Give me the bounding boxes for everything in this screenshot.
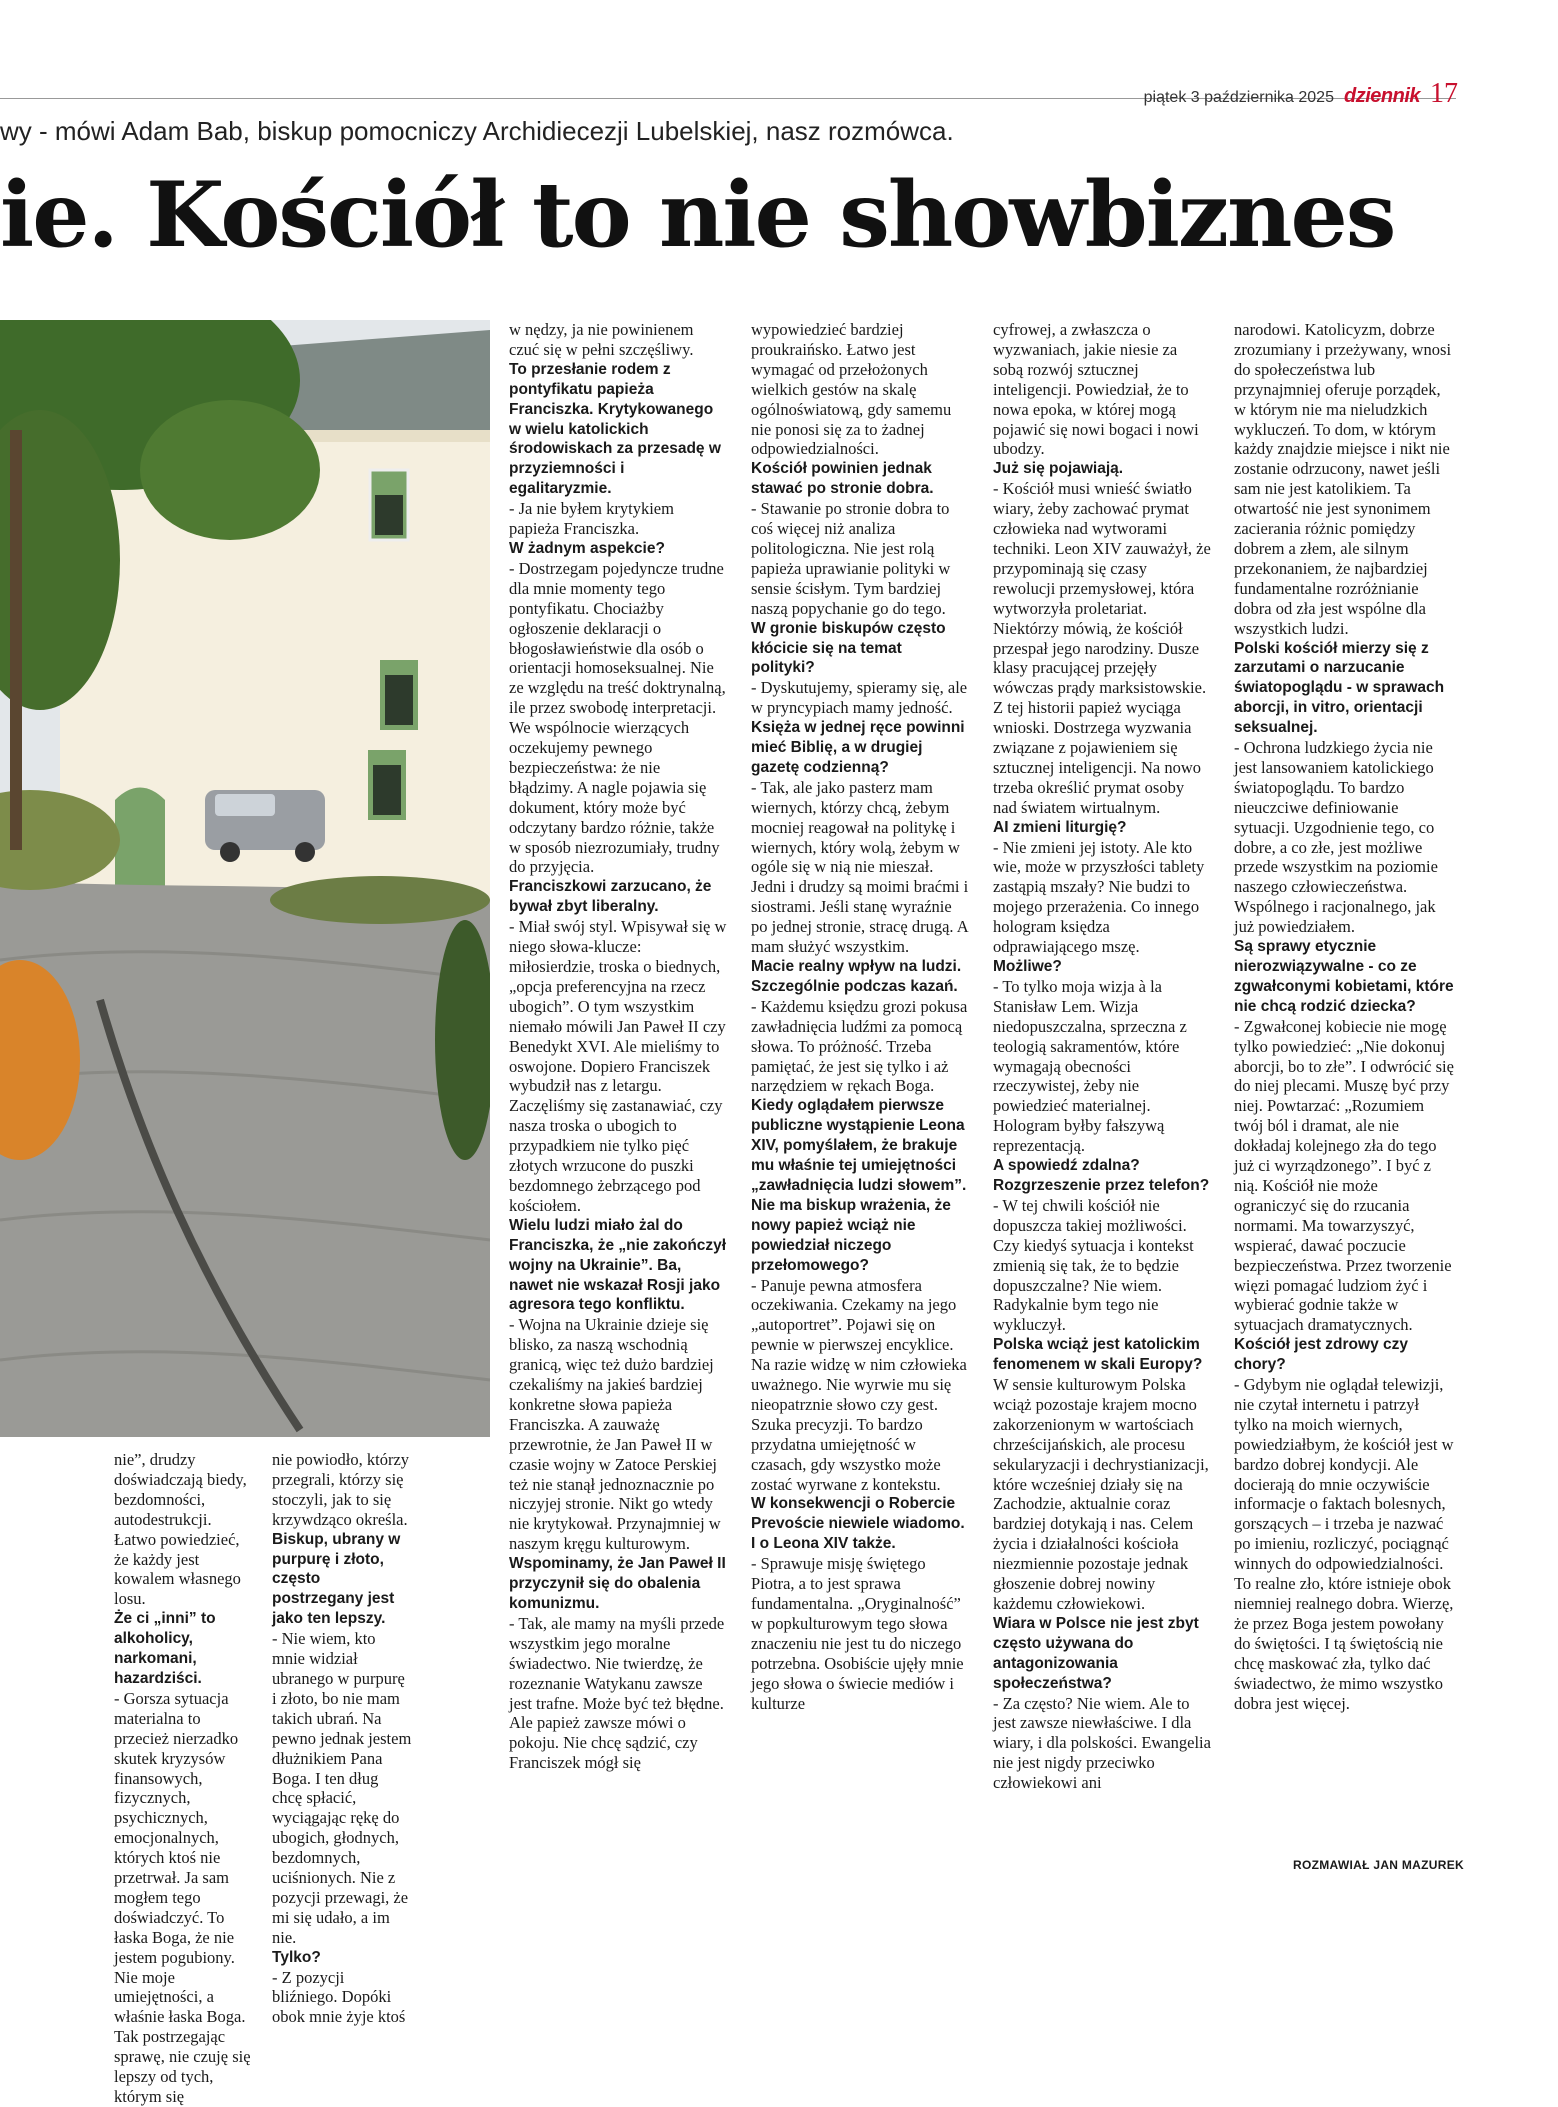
article-paragraph: cyfrowej, a zwłaszcza o wyzwaniach, jakie niesie za sobą rozwój sztucznej inteligencji. Powiedział, że to nowa epoka, w której mogą pojawić się nowi bogaci i nowi ubodzy. <box>993 320 1199 459</box>
interview-question: Są sprawy etycznie nierozwiązywalne - co ze zgwałconymi kobietami, które nie chcą rodzić dziecka? <box>1234 938 1454 1015</box>
interview-question: Księża w jednej ręce powinni mieć Biblię, a w drugiej gazetę codzienną? <box>751 719 965 776</box>
article-paragraph: nie”, drudzy doświadczają biedy, bezdomności, autodestrukcji. Łatwo powiedzieć, że każdy jest kowalem własnego losu. <box>114 1450 247 1609</box>
issue-date: piątek 3 października 2025 <box>1143 89 1334 106</box>
article-paragraph: - Z pozycji bliźniego. Dopóki obok mnie żyje ktoś <box>272 1967 406 2027</box>
article-paragraph: nie powiodło, którzy przegrali, którzy się stoczyli, jak to się krzywdząco określa. <box>272 1450 410 1529</box>
article-paragraph: w nędzy, ja nie powinienem czuć się w pełni szczęśliwy. <box>509 320 694 359</box>
interview-question: Możliwe? <box>993 958 1062 975</box>
interview-question: Że ci „inni” to alkoholicy, narkomani, hazardziści. <box>114 1610 216 1687</box>
article-paragraph: W sensie kulturowym Polska wciąż pozostaje krajem mocno zakorzenionym w wartościach chrześcijańskich, ale procesu sekularyzacji i dechrystianizacji, które wcześniej działy się na Zachodzie, aktualnie coraz bardziej dotykają i nas. Celem życia i działalności kościoła niezmiennie pozostaje jednak głoszenie dobrej nowiny każdemu człowiekowi. <box>993 1375 1209 1613</box>
interview-question: Polski kościół mierzy się z zarzutami o narzucanie światopoglądu - w sprawach aborcji, in vitro, orientacji seksualnej. <box>1234 639 1445 737</box>
article-paragraph: - Gdybym nie oglądał telewizji, nie czytał internetu i patrzył tylko na moich wiernych, powiedziałbym, że kościół jest w bardzo dobrej kondycji. Ale docierają do mnie oczywiście informacje o faktach bolesnych, gorszących – i trzeba je nazwać po imieniu, rozliczyć, pociągnąć winnych do odpowiedzialności. To realne zło, które istnieje obok niemniej realnego dobra. Wierzę, że przez Boga jestem powołany do świętości. I tą świętością nie chcę maskować zła, tylko dać świadectwo, że mimo wszystko dobra jest więcej. <box>1234 1375 1454 1713</box>
interview-question: Franciszkowi zarzucano, że bywał zbyt liberalny. <box>509 878 712 916</box>
page-header <box>1144 78 1458 110</box>
interview-question: Tylko? <box>272 1948 321 1966</box>
interview-question: To przesłanie rodem z pontyfikatu papieża Franciszka. Krytykowanego w wielu katolickich środowiskach za przesadę w przyziemności i egalitaryzmie. <box>509 360 721 498</box>
article-paragraph: - Kościół musi wnieść światło wiary, żeby zachować prymat człowieka nad wytworami techniki. Leon XIV zauważył, że przypominają się czasy rewolucji przemysłowej, która wytworzyła proletariat. Niektórzy mówią, że kościół przespał jego narodziny. Dusze klasy pracującej przejęły wówczas prądy marksistowskie. Z tej historii papież wyciąga wnioski. Dostrzega wyzwania związane z pojawieniem się sztucznej inteligencji. Na nowo trzeba określić prymat osoby nad światem wirtualnym. <box>993 479 1211 817</box>
article-column-2 <box>272 1450 412 2027</box>
article-column-1 <box>114 1450 256 2107</box>
interview-question: W gronie biskupów często kłócicie się na temat polityki? <box>751 619 946 677</box>
article-paragraph: - Zgwałconej kobiecie nie mogę tylko powiedzieć: „Nie dokonuj aborcji, bo to złe”. I odwrócić się do niej plecami. Muszę być przy niej. Powtarzać: „Rozumiem twój ból i dramat, ale nie dokładaj kolejnego zła do tego już ci wyrządzonego”. I być z nią. Kościół nie może ograniczyć się do rzucania normami. Ma towarzyszyć, wspierać, dawać poczucie bezpieczeństwa. Przez tworzenie więzi pomagać ludziom żyć i wybierać godnie także w sytuacjach dramatycznych. <box>1234 1016 1454 1335</box>
article-paragraph: - Miał swój styl. Wpisywał się w niego słowa-klucze: miłosierdzie, troska o biednych, „opcja preferencyjna na rzecz ubogich”. O tym wszystkim niemało mówili Jan Paweł II czy Benedykt XVI. Ale mieliśmy to oswojone. Dopiero Franciszek wybudził nas z letargu. Zaczęliśmy się zastanawiać, czy nasza troska o ubogich to przypadkiem nie tylko pięć złotych wrzucone do puszki bezdomnego żebrzącego pod kościołem. <box>509 917 727 1215</box>
interview-question: Kiedy oglądałem pierwsze publiczne wystąpienie Leona XIV, pomyślałem, że brakuje mu właśnie tej umiejętności „zawładnięcia ludzi słowem”. Nie ma biskup wrażenia, że nowy papież wciąż nie powiedział niczego przełomowego? <box>751 1097 967 1274</box>
article-paragraph: wypowiedzieć bardziej proukraińsko. Łatwo jest wymagać od przełożonych wielkich gestów na skalę ogólnoświatową, gdy samemu nie ponosi się za to żadnej odpowiedzialności. <box>751 320 952 459</box>
interview-question: Macie realny wpływ na ludzi. Szczególnie podczas kazań. <box>751 958 962 995</box>
interview-question: Wielu ludzi miało żal do Franciszka, że „nie zakończył wojny na Ukrainie”. Ba, nawet nie wskazał Rosji jako agresora tego konfliktu. <box>509 1216 727 1314</box>
newspaper-logo: dziennik <box>1343 85 1420 107</box>
article-paragraph: - Dostrzegam pojedyncze trudne dla mnie momenty tego pontyfikatu. Chociażby ogłoszenie deklaracji o błogosławieństwie dla osób o orientacji homoseksualnej. Nie ze względu na treść doktrynalną, ile przez swobodę interpretacji. We wspólnocie wierzących oczekujemy pewnego bezpieczeństwa: że nie błądzimy. A nagle pojawia się dokument, który może być odczytany bardzo różnie, także w sposób niezrozumiały, trudny do przyjęcia. <box>509 558 726 877</box>
interview-question: Kościół jest zdrowy czy chory? <box>1234 1336 1408 1374</box>
interview-question: Wiara w Polsce nie jest zbyt często używana do antagonizowania społeczeństwa? <box>993 1614 1199 1692</box>
article-paragraph: - Tak, ale mamy na myśli przede wszystkim jego moralne świadectwo. Nie twierdzę, że rozeznanie Watykanu zawsze jest trafne. Może być też błędne. Ale papież zawsze mówi o pokoju. Nie chcę sądzić, czy Franciszek mógł się <box>509 1613 725 1773</box>
author-credit: ROZMAWIAŁ JAN MAZUREK <box>1293 1858 1464 1872</box>
article-paragraph: - Każdemu księdzu grozi pokusa zawładnięcia ludźmi za pomocą słowa. To próżność. Trzeba pamiętać, że jest się tylko i aż narzędziem w rękach Boga. <box>751 996 968 1096</box>
article-column-6 <box>1234 320 1454 1713</box>
article-paragraph: - W tej chwili kościół nie dopuszcza takiej możliwości. Czy kiedyś sytuacja i kontekst zmienią się tak, że to będzie dopuszczalne? Nie wiem. Radykalnie bym tego nie wykluczył. <box>993 1195 1194 1335</box>
interview-question: Kościół powinien jednak stawać po stronie dobra. <box>751 460 934 498</box>
article-paragraph: - Ochrona ludzkiego życia nie jest lansowaniem katolickiego światopoglądu. To bardzo nieuczciwe definiowanie sytuacji. Uzgodnienie tego, co dobre, a co złe, jest możliwe przede wszystkim na poziomie naszego człowieczeństwa. Wspólnego i racjonalnego, jak już powiedziałem. <box>1234 738 1438 937</box>
article-headline: ie. Kościół to nie showbiznes <box>0 162 1395 268</box>
article-paragraph: - Nie wiem, kto mnie widział ubranego w purpurę i złoto, bo nie mam takich ubrań. Na pewno jednak jestem dłużnikiem Pana Boga. I ten dług chcę spłacić, wyciągając rękę do ubogich, głodnych, bezdomnych, uciśnionych. Nie z pozycji przewagi, że mi się udało, a im nie. <box>272 1629 412 1947</box>
page-number: 17 <box>1430 78 1458 109</box>
article-paragraph: - Sprawuje misję świętego Piotra, a to jest sprawa fundamentalna. „Oryginalność” w popkulturowym tego słowa znaczeniu nie jest tu do niczego potrzebna. Osobiście ujęły mnie jego słowa o świecie mediów i kulturze <box>751 1554 964 1713</box>
article-paragraph: - Za często? Nie wiem. Ale to jest zawsze niewłaściwe. I dla wiary, i dla polskości. Ewangelia nie jest nigdy przeciwko człowiekowi ani <box>993 1693 1211 1793</box>
interview-question: W konsekwencji o Robercie Prevoście niewiele wiadomo. I o Leona XIV także. <box>751 1495 965 1553</box>
article-column-5 <box>993 320 1211 1793</box>
interview-question: Polska wciąż jest katolickim fenomenem w skali Europy? <box>993 1336 1203 1374</box>
article-paragraph: - Panuje pewna atmosfera oczekiwania. Czekamy na jego „autoportret”. Pojawi się on pewnie w pierwszej encyklice. Na razie widzę w nim człowieka uważnego. Nie wyrwie mu się nieopatrznie słowo czy gest. Szuka precyzji. To bardzo przydatna umiejętność w czasach, gdy wszystko może zostać wyrwane z kontekstu. <box>751 1275 967 1494</box>
interview-question: W żadnym aspekcie? <box>509 539 665 557</box>
article-paragraph: - To tylko moja wizja à la Stanisław Lem. Wizja niedopuszczalna, sprzeczna z teologią sakramentów, które wymagają obecności rzeczywistej, żeby nie powiedzieć materialnej. Hologram byłby fałszywą reprezentacją. <box>993 976 1187 1156</box>
courtyard-photo <box>0 320 490 1437</box>
article-paragraph: - Stawanie po stronie dobra to coś więcej niż analiza politologiczna. Nie jest rolą papieża uprawianie polityki w sensie ścisłym. Tym bardziej naszą popychanie go do tego. <box>751 499 951 618</box>
interview-question: AI zmieni liturgię? <box>993 818 1127 836</box>
article-paragraph: - Nie zmieni jej istoty. Ale kto wie, może w przyszłości tablety zastąpią mszały? Nie budzi to mojego przerażenia. Co innego hologram księdza odprawiającego mszę. <box>993 837 1205 957</box>
article-subhead: wy - mówi Adam Bab, biskup pomocniczy Archidiecezji Lubelskiej, nasz rozmówca. <box>0 116 954 146</box>
article-paragraph: - Ja nie byłem krytykiem papieża Franciszka. <box>509 499 674 539</box>
interview-question: A spowiedź zdalna? Rozgrzeszenie przez telefon? <box>993 1157 1210 1194</box>
article-paragraph: narodowi. Katolicyzm, dobrze zrozumiany i przeżywany, wnosi do społeczeństwa lub przynajmniej oferuje porządek, w którym nie ma nieludzkich wykluczeń. To dom, w którym każdy znajdzie miejsce i nikt nie zostanie odrzucony, nawet jeśli sam nie jest katolikiem. Ta otwartość nie jest synonimem zacierania różnic pomiędzy dobrem a złem, ale silnym przekonaniem, że najbardziej fundamentalne rozróżnianie dobra od zła jest wspólne dla wszystkich ludzi. <box>1234 320 1452 638</box>
article-paragraph: - Wojna na Ukrainie dzieje się blisko, za naszą wschodnią granicą, więc też dużo bardziej czekaliśmy na jakieś bardziej konkretne słowa papieża Franciszka. A zauważę przewrotnie, że Jan Paweł II w czasie wojny w Zatoce Perskiej też nie stanął jednoznacznie po niczyjej stronie. Nikt go wtedy nie krytykował. Przynajmniej w naszym kręgu kulturowym. <box>509 1315 721 1554</box>
article-paragraph: - Dyskutujemy, spieramy się, ale w pryncypiach mamy jedność. <box>751 678 968 718</box>
interview-question: Już się pojawiają. <box>993 460 1124 478</box>
interview-question: Wspominamy, że Jan Paweł II przyczynił się do obalenia komunizmu. <box>509 1555 726 1612</box>
article-paragraph: - Gorsza sytuacja materialna to przecież nierzadko skutek kryzysów finansowych, fizycznych, psychicznych, emocjonalnych, których ktoś nie przetrwał. Ja sam mogłem tego doświadczyć. To łaska Boga, że nie jestem pogubiony. Nie moje umiejętności, a właśnie łaska Boga. Tak postrzegając sprawę, nie czuję się lepszy od tych, którym się <box>114 1688 251 2106</box>
green-door <box>115 788 165 901</box>
article-paragraph: - Tak, ale jako pasterz mam wiernych, którzy chcą, żebym mocniej reagował na politykę i wiernych, który wolą, żebym w ogóle się w nią nie mieszał. Jedni i drudzy są moimi braćmi i siostrami. Jeśli stanę wyraźnie po jednej stronie, stracę drugą. A mam służyć wszystkim. <box>751 777 969 957</box>
article-column-4 <box>751 320 969 1713</box>
interview-question: Biskup, ubrany w purpurę i złoto, często postrzegany jest jako ten lepszy. <box>272 1530 401 1628</box>
article-column-3 <box>509 320 727 1773</box>
article-photo <box>0 320 490 1437</box>
